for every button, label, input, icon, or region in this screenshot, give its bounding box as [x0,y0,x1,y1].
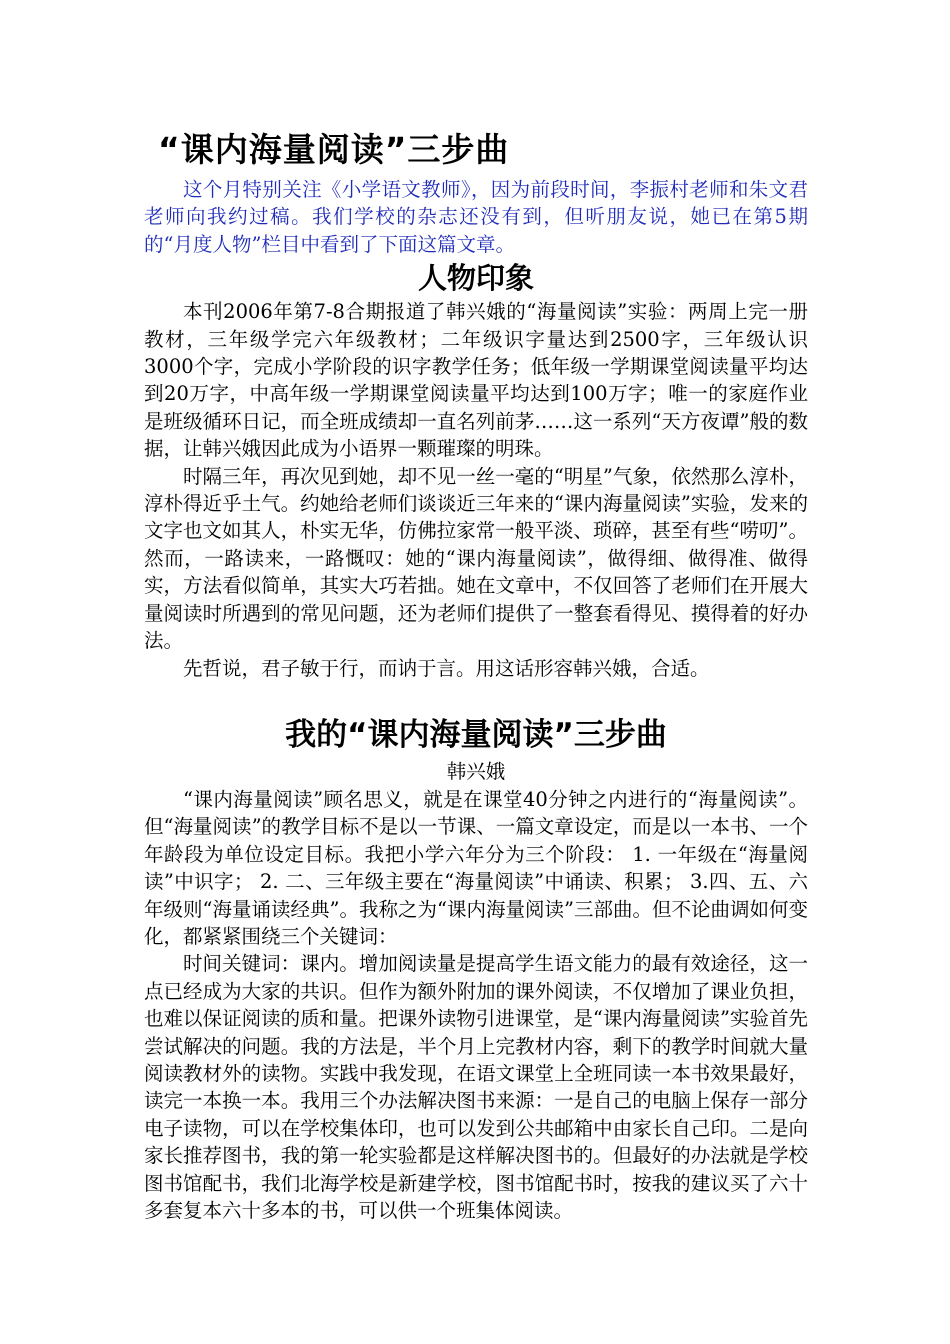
intro-paragraph: 这个月特别关注《小学语文教师》，因为前段时间，李振村老师和朱文君老师向我约过稿。我们学校的杂志还没有到，但听朋友说，她已在第5期的“月度人物”栏目中看到了下面这篇文章。 [144,178,808,256]
impression-paragraph: 时隔三年，再次见到她，却不见一丝一毫的“明星”气象，依然那么淳朴，淳朴得近乎土气。约她给老师们谈谈近三年来的“课内海量阅读”实验，发来的文字也文如其人，朴实无华，仿佛拉家常一般平淡、琐碎，甚至有些“唠叨”。然而，一路读来，一路慨叹：她的“课内海量阅读”，做得细、做得准、做得实，方法看似简单，其实大巧若拙。她在文章中，不仅回答了老师们在开展大量阅读时所遇到的常见问题，还为老师们提供了一整套看得见、摸得着的好办法。 [144,464,808,653]
article-paragraph: 时间关键词：课内。增加阅读量是提高学生语文能力的最有效途径，这一点已经成为大家的共识。但作为额外附加的课外阅读，不仅增加了课业负担，也难以保证阅读的质和量。把课外读物引进课堂，是“课内海量阅读”实验首先尝试解决的问题。我的方法是，半个月上完教材内容，剩下的教学时间就大量阅读教材外的读物。实践中我发现，在语文课堂上全班同读一本书效果最好，读完一本换一本。我用三个办法解决图书来源：一是自己的电脑上保存一部分电子读物，可以在学校集体印，也可以发到公共邮箱中由家长自己印。二是向家长推荐图书，我的第一轮实验都是这样解决图书的。但最好的办法就是学校图书馆配书，我们北海学校是新建学校，图书馆配书时，按我的建议买了六十多套复本六十多本的书，可以供一个班集体阅读。 [144,952,808,1222]
article-paragraph: “课内海量阅读”顾名思义，就是在课堂40分钟之内进行的“海量阅读”。但“海量阅读”的教学目标不是以一节课、一篇文章设定，而是以一本书、一个年龄段为单位设定目标。我把小学六年分为三个阶段： 1. 一年级在“海量阅读”中识字； 2. 二、三年级主要在“海量阅读”中诵读、积累； 3.四、五、六年级则“海量诵读经典”。我称之为“课内海量阅读”三部曲。但不论曲调如何变化，都紧紧围绕三个关键词： [144,787,808,948]
article-author: 韩兴娥 [446,759,506,783]
impression-paragraph: 先哲说，君子敏于行，而讷于言。用这话形容韩兴娥，合适。 [183,656,710,680]
main-title: “课内海量阅读”三步曲 [158,130,510,169]
impression-paragraph: 本刊2006年第7-8合期报道了韩兴娥的“海量阅读”实验：两周上完一册教材，三年级学完六年级教材；二年级识字量达到2500字，三年级认识3000个字，完成小学阶段的识字教学任务；低年级一学期课堂阅读量平均达到20万字，中高年级一学期课堂阅读量平均达到100万字；唯一的家庭作业是班级循环日记，而全班成绩却一直名列前茅……这一系列“天方夜谭”般的数据，让韩兴娥因此成为小语界一颗璀璨的明珠。 [144,300,808,461]
document-page [144,128,808,1224]
section-title-impression: 人物印象 [417,261,534,296]
article-title: 我的“课内海量阅读”三步曲 [285,716,667,753]
